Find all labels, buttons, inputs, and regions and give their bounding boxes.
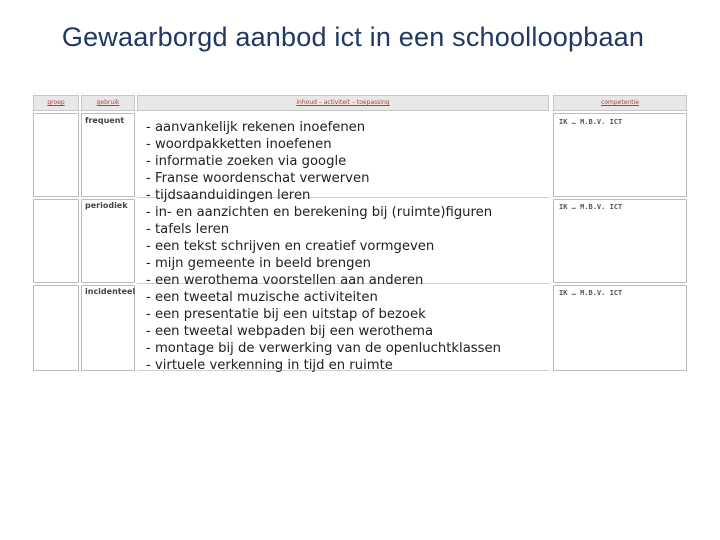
use-label-frequent: frequent: [85, 116, 125, 125]
use-cell: [81, 199, 135, 283]
group-cell: [33, 285, 79, 371]
use-cell: [81, 285, 135, 371]
list-item: - virtuele verkenning in tijd en ruimte: [146, 358, 393, 373]
list-item: - in- en aanzichten en berekening bij (ruimte)figuren: [146, 205, 493, 220]
header-group: groep: [33, 95, 79, 111]
slide-title: Gewaarborgd aanbod ict in een schoolloopbaan: [61, 22, 645, 52]
competence-label: IK … M.B.V. ICT: [559, 289, 623, 297]
use-cell: [81, 113, 135, 197]
group-cell: [33, 113, 79, 197]
list-item: - tijdsaanduidingen leren: [146, 188, 311, 203]
use-label-periodic: periodiek: [85, 201, 128, 210]
competence-cell: [553, 199, 687, 283]
header-competence: competentie: [553, 95, 687, 111]
list-item: - een presentatie bij een uitstap of bezoek: [146, 307, 426, 322]
competence-cell: [553, 285, 687, 371]
ict-table: [33, 94, 687, 372]
competence-label: IK … M.B.V. ICT: [559, 118, 623, 126]
header-use: gebruik: [81, 95, 135, 111]
list-item: - woordpakketten inoefenen: [146, 137, 332, 152]
list-item: - een tweetal muzische activiteiten: [146, 290, 378, 305]
list-item: - tafels leren: [146, 222, 230, 237]
list-item: - montage bij de verwerking van de openluchtklassen: [146, 341, 502, 356]
list-item: - een tweetal webpaden bij een werothema: [146, 324, 434, 339]
list-item: - informatie zoeken via google: [146, 154, 347, 169]
list-item: - Franse woordenschat verwerven: [146, 171, 370, 186]
list-item: - aanvankelijk rekenen inoefenen: [146, 120, 366, 135]
header-content: inhoud – activiteit – toepassing: [137, 95, 549, 111]
list-item: - een werothema voorstellen aan anderen: [146, 273, 424, 288]
competence-label: IK … M.B.V. ICT: [559, 203, 623, 211]
use-label-incidental: incidenteel: [85, 287, 136, 296]
list-item: - een tekst schrijven en creatief vormgeven: [146, 239, 435, 254]
group-cell: [33, 199, 79, 283]
activity-list: [146, 119, 501, 374]
list-item: - mijn gemeente in beeld brengen: [146, 256, 371, 271]
